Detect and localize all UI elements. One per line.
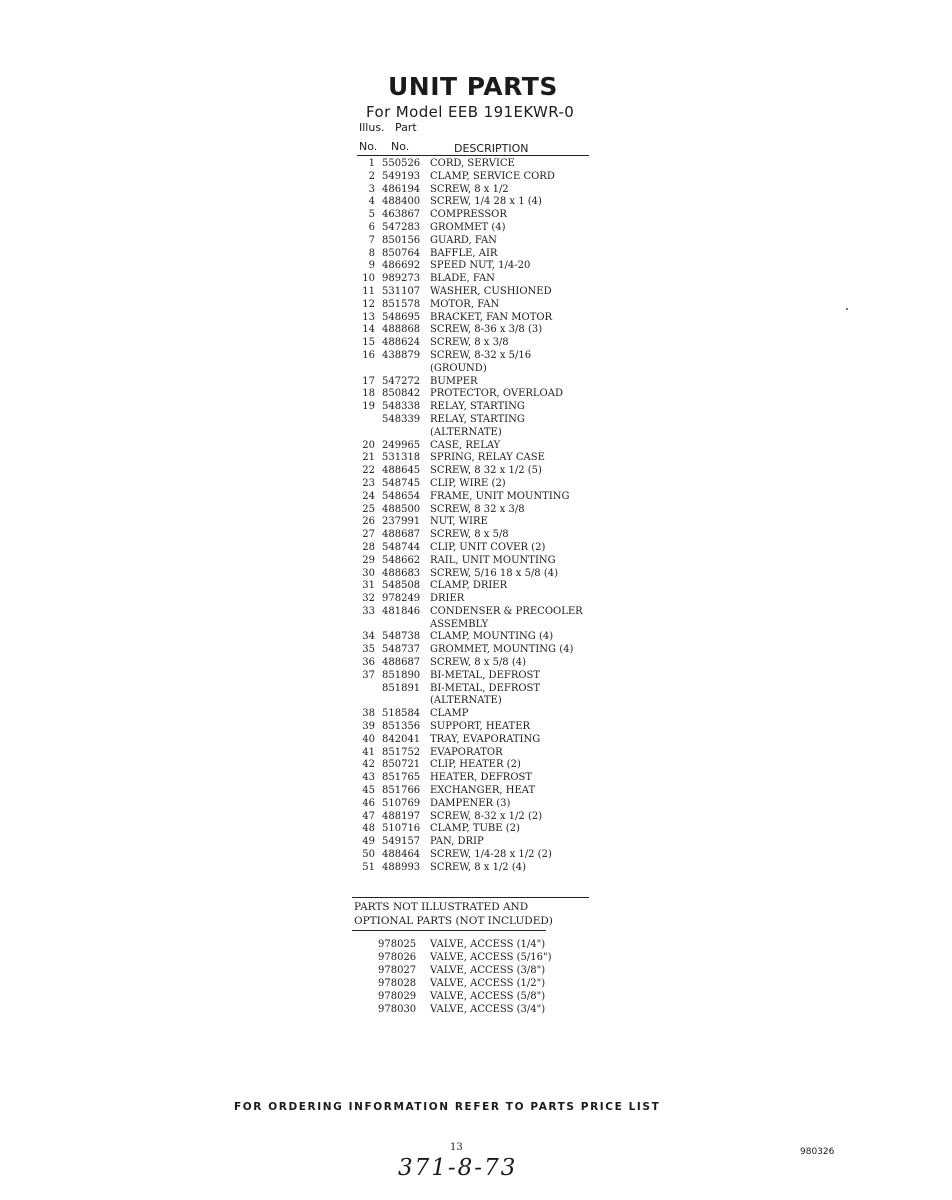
part-description: SCREW, 8-32 x 1/2 (2) (430, 810, 543, 822)
illus-number: 11 (362, 285, 375, 297)
optional-parts-list (370, 939, 551, 1016)
parts-row (355, 555, 595, 568)
part-number (379, 619, 430, 632)
part-description: DAMPENER (3) (430, 797, 511, 809)
illus-number: 17 (362, 375, 375, 387)
parts-row (355, 184, 595, 197)
part-number: 518584 (382, 708, 421, 720)
section-divider (352, 897, 589, 898)
illus-number: 43 (362, 772, 375, 784)
illus-number: 19 (362, 401, 375, 413)
part-description: BUMPER (430, 375, 478, 387)
part-number: 488197 (382, 810, 421, 822)
parts-row (355, 708, 595, 721)
illus-number: 21 (362, 452, 375, 464)
parts-row (355, 811, 595, 824)
illus-number (355, 414, 379, 427)
illus-number: 20 (362, 439, 375, 451)
part-description: SCREW, 8-32 x 5/16 (430, 349, 532, 361)
parts-row (370, 952, 551, 965)
part-number: 549193 (382, 170, 421, 182)
parts-row (355, 516, 595, 529)
illus-number: 30 (362, 567, 375, 579)
part-number: 547272 (382, 375, 421, 387)
parts-row (355, 260, 595, 273)
illus-number: 4 (368, 196, 375, 208)
parts-row (355, 363, 595, 376)
part-description: BLADE, FAN (430, 273, 495, 285)
part-description: COMPRESSOR (430, 209, 507, 221)
part-description: CORD, SERVICE (430, 158, 515, 169)
part-description: SCREW, 8 x 1/2 (430, 183, 509, 195)
part-number: 548662 (382, 554, 421, 566)
illus-number: 5 (368, 209, 375, 221)
illus-number: 15 (362, 337, 375, 349)
illus-number: 37 (362, 669, 375, 681)
illus-number: 32 (362, 593, 375, 605)
part-number: 488687 (382, 657, 421, 669)
illus-number (355, 619, 379, 632)
part-number: 510716 (382, 823, 421, 835)
parts-row (355, 196, 595, 209)
part-number: 548508 (382, 580, 421, 592)
part-number: 488645 (382, 465, 421, 477)
part-number: 488464 (382, 849, 421, 861)
part-description: SCREW, 8 x 1/2 (4) (430, 861, 527, 873)
part-description: SPEED NUT, 1/4-20 (430, 260, 531, 272)
ordering-info-footer: FOR ORDERING INFORMATION REFER TO PARTS PRICE LIST (234, 1101, 661, 1113)
part-description: WASHER, CUSHIONED (430, 285, 552, 297)
parts-row (355, 158, 595, 171)
part-description: SCREW, 8 32 x 3/8 (430, 503, 525, 515)
illus-number (355, 363, 379, 376)
part-number: 850721 (382, 759, 421, 771)
description-header: DESCRIPTION (454, 142, 529, 155)
not-illustrated-heading-line1: PARTS NOT ILLUSTRATED AND (354, 901, 529, 913)
part-number: 548338 (382, 401, 421, 413)
part-number: 488687 (382, 529, 421, 541)
part-number: 851356 (382, 721, 421, 733)
illus-number: 28 (362, 541, 375, 553)
parts-row (355, 721, 595, 734)
part-description: VALVE, ACCESS (5/8") (430, 990, 546, 1002)
part-description: VALVE, ACCESS (1/4") (430, 939, 546, 950)
part-number: 488993 (382, 861, 421, 873)
part-number: 548339 (382, 413, 421, 425)
part-description: SUPPORT, HEATER (430, 721, 531, 733)
part-description: SCREW, 1/4 28 x 1 (4) (430, 196, 542, 208)
parts-row (355, 440, 595, 453)
illus-number: 2 (368, 170, 375, 182)
illus-number: 13 (362, 311, 375, 323)
part-number: 978027 (378, 964, 417, 976)
parts-row (370, 978, 551, 991)
part-number: 851578 (382, 298, 421, 310)
illus-number: 12 (362, 298, 375, 310)
handwritten-note: 371-8-73 (398, 1155, 518, 1181)
parts-row (355, 644, 595, 657)
part-number: 850764 (382, 247, 421, 259)
part-description: SCREW, 8 x 3/8 (430, 337, 509, 349)
illus-number: 26 (362, 516, 375, 528)
illus-number: 9 (368, 260, 375, 272)
not-illustrated-heading (354, 900, 553, 928)
part-number: 488500 (382, 503, 421, 515)
part-number: 548744 (382, 541, 421, 553)
part-number: 486194 (382, 183, 421, 195)
parts-row (355, 465, 595, 478)
part-description: SCREW, 8 x 5/8 (430, 529, 509, 541)
part-description: MOTOR, FAN (430, 298, 500, 310)
part-description: NUT, WIRE (430, 516, 488, 528)
section-divider-2 (352, 930, 546, 931)
part-no-header: No. (391, 140, 410, 153)
parts-row (355, 542, 595, 555)
illus-number: 31 (362, 580, 375, 592)
header-divider (357, 155, 589, 156)
parts-row (355, 299, 595, 312)
part-number: 978025 (378, 939, 417, 950)
parts-row (355, 209, 595, 222)
parts-row (355, 747, 595, 760)
illus-number: 41 (362, 746, 375, 758)
part-description: RELAY, STARTING (430, 413, 525, 425)
part-description: RELAY, STARTING (430, 401, 525, 413)
part-number: 851765 (382, 772, 421, 784)
part-description: GUARD, FAN (430, 234, 497, 246)
part-number: 547283 (382, 221, 421, 233)
illus-number (355, 695, 379, 708)
part-description: SCREW, 8 32 x 1/2 (5) (430, 465, 542, 477)
illus-number: 27 (362, 529, 375, 541)
part-number: 438879 (382, 349, 421, 361)
part-number: 978028 (378, 977, 417, 989)
part-description: CLIP, UNIT COVER (2) (430, 541, 546, 553)
part-description: (GROUND) (430, 362, 487, 374)
parts-row (355, 388, 595, 401)
part-number: 531318 (382, 452, 421, 464)
part-number: 510769 (382, 797, 421, 809)
part-description: PROTECTOR, OVERLOAD (430, 388, 563, 400)
illus-number: 3 (368, 183, 375, 195)
part-description: CLAMP, TUBE (2) (430, 823, 520, 835)
part-number: 488683 (382, 567, 421, 579)
part-number: 548654 (382, 490, 421, 502)
part-number: 237991 (382, 516, 421, 528)
parts-row (370, 991, 551, 1004)
part-description: CLAMP, SERVICE CORD (430, 170, 555, 182)
part-description: GROMMET (4) (430, 221, 506, 233)
part-number: 851752 (382, 746, 421, 758)
document-code: 980326 (800, 1147, 835, 1157)
part-description: SCREW, 5/16 18 x 5/8 (4) (430, 567, 559, 579)
part-description: CLIP, WIRE (2) (430, 477, 506, 489)
part-description: TRAY, EVAPORATING (430, 733, 541, 745)
illus-number: 40 (362, 733, 375, 745)
stray-mark (846, 308, 848, 310)
illus-number: 36 (362, 657, 375, 669)
parts-row (355, 657, 595, 670)
illus-number (355, 683, 379, 696)
part-description: FRAME, UNIT MOUNTING (430, 490, 570, 502)
part-description: VALVE, ACCESS (3/8") (430, 964, 546, 976)
part-number: 851891 (382, 682, 421, 694)
part-description: SCREW, 1/4-28 x 1/2 (2) (430, 849, 552, 861)
illus-number: 24 (362, 490, 375, 502)
parts-table (355, 158, 595, 875)
parts-row (355, 171, 595, 184)
illus-number: 45 (362, 785, 375, 797)
part-description: BRACKET, FAN MOTOR (430, 311, 553, 323)
parts-row (355, 759, 595, 772)
part-description: RAIL, UNIT MOUNTING (430, 554, 556, 566)
model-line: For Model EEB 191EKWR-0 (366, 103, 575, 121)
parts-row (355, 670, 595, 683)
illus-number: 23 (362, 477, 375, 489)
parts-row (355, 452, 595, 465)
part-number: 842041 (382, 733, 421, 745)
part-number: 851766 (382, 785, 421, 797)
part-description: SCREW, 8-36 x 3/8 (3) (430, 324, 543, 336)
parts-row (355, 286, 595, 299)
parts-row (355, 337, 595, 350)
illus-number: 6 (368, 221, 375, 233)
parts-row (355, 324, 595, 337)
parts-row (355, 862, 595, 875)
parts-row (355, 427, 595, 440)
page-title: UNIT PARTS (388, 72, 558, 101)
illus-number: 51 (362, 861, 375, 873)
parts-row (355, 593, 595, 606)
illus-no-header: No. (359, 140, 378, 153)
part-description: BI-METAL, DEFROST (430, 669, 541, 681)
illus-number: 7 (368, 234, 375, 246)
part-description: (ALTERNATE) (430, 426, 502, 438)
part-number: 548695 (382, 311, 421, 323)
parts-row (355, 222, 595, 235)
part-number: 481846 (382, 605, 421, 617)
illus-number: 8 (368, 247, 375, 259)
parts-row (370, 939, 551, 952)
page-number: 13 (450, 1142, 463, 1153)
illus-number: 46 (362, 797, 375, 809)
parts-row (355, 734, 595, 747)
part-description: CLAMP, DRIER (430, 580, 508, 592)
illus-number: 1 (368, 158, 375, 169)
part-description: EVAPORATOR (430, 746, 503, 758)
part-description: BI-METAL, DEFROST (430, 682, 541, 694)
part-description: BAFFLE, AIR (430, 247, 498, 259)
part-number: 550526 (382, 158, 421, 169)
illus-number: 18 (362, 388, 375, 400)
parts-row (355, 683, 595, 696)
part-description: ASSEMBLY (430, 618, 489, 630)
part-number: 978030 (378, 1003, 417, 1015)
parts-row (355, 823, 595, 836)
part-number: 978029 (378, 990, 417, 1002)
illus-number: 22 (362, 465, 375, 477)
parts-row (355, 619, 595, 632)
part-number: 488868 (382, 324, 421, 336)
part-description: CASE, RELAY (430, 439, 501, 451)
part-description: PAN, DRIP (430, 836, 484, 848)
part-number: 249965 (382, 439, 421, 451)
part-description: SPRING, RELAY CASE (430, 452, 545, 464)
illus-number: 39 (362, 721, 375, 733)
parts-row (355, 504, 595, 517)
parts-row (355, 849, 595, 862)
part-description: CLIP, HEATER (2) (430, 759, 521, 771)
part-number (379, 695, 430, 708)
part-number: 488400 (382, 196, 421, 208)
parts-row (355, 491, 595, 504)
illus-number: 47 (362, 810, 375, 822)
part-number: 850156 (382, 234, 421, 246)
parts-row (355, 631, 595, 644)
parts-row (355, 478, 595, 491)
part-number: 989273 (382, 273, 421, 285)
illus-number: 10 (362, 273, 375, 285)
parts-row (355, 414, 595, 427)
illus-number: 16 (362, 349, 375, 361)
parts-row (355, 695, 595, 708)
part-description: EXCHANGER, HEAT (430, 785, 536, 797)
parts-row (355, 568, 595, 581)
parts-row (355, 273, 595, 286)
part-number: 548737 (382, 644, 421, 656)
part-number: 548738 (382, 631, 421, 643)
parts-row (355, 248, 595, 261)
illus-number: 50 (362, 849, 375, 861)
illus-number (355, 427, 379, 440)
part-number: 548745 (382, 477, 421, 489)
parts-row (355, 376, 595, 389)
parts-row (355, 785, 595, 798)
parts-row (355, 529, 595, 542)
illus-number: 42 (362, 759, 375, 771)
part-description: CONDENSER & PRECOOLER (430, 605, 583, 617)
illus-number: 25 (362, 503, 375, 515)
parts-row (355, 350, 595, 363)
illus-number: 29 (362, 554, 375, 566)
part-description: DRIER (430, 593, 465, 605)
parts-row (355, 772, 595, 785)
part-number: 488624 (382, 337, 421, 349)
parts-row (370, 965, 551, 978)
parts-row (355, 401, 595, 414)
parts-row (355, 798, 595, 811)
illus-number: 38 (362, 708, 375, 720)
part-number (379, 363, 430, 376)
parts-row (355, 312, 595, 325)
part-description: SCREW, 8 x 5/8 (4) (430, 657, 527, 669)
part-header: Part (395, 121, 417, 134)
illus-header: Illus. (359, 121, 385, 134)
part-number: 850842 (382, 388, 421, 400)
parts-row (370, 1004, 551, 1017)
part-description: CLAMP, MOUNTING (4) (430, 631, 554, 643)
parts-row (355, 836, 595, 849)
part-description: VALVE, ACCESS (5/16") (430, 951, 552, 963)
part-number: 463867 (382, 209, 421, 221)
part-number: 531107 (382, 285, 421, 297)
parts-row (355, 235, 595, 248)
part-description: GROMMET, MOUNTING (4) (430, 644, 574, 656)
part-description: VALVE, ACCESS (3/4") (430, 1003, 546, 1015)
illus-number: 33 (362, 605, 375, 617)
part-description: HEATER, DEFROST (430, 772, 533, 784)
part-description: (ALTERNATE) (430, 695, 502, 707)
not-illustrated-heading-line2: OPTIONAL PARTS (NOT INCLUDED) (354, 915, 553, 927)
part-number: 851890 (382, 669, 421, 681)
part-number: 486692 (382, 260, 421, 272)
illus-number: 34 (362, 631, 375, 643)
illus-number: 48 (362, 823, 375, 835)
parts-row (355, 606, 595, 619)
part-description: VALVE, ACCESS (1/2") (430, 977, 546, 989)
part-number: 978026 (378, 951, 417, 963)
part-description: CLAMP (430, 708, 469, 720)
part-number: 549157 (382, 836, 421, 848)
illus-number: 49 (362, 836, 375, 848)
illus-number: 14 (362, 324, 375, 336)
part-number (379, 427, 430, 440)
part-number: 978249 (382, 593, 421, 605)
illus-number: 35 (362, 644, 375, 656)
parts-row (355, 580, 595, 593)
